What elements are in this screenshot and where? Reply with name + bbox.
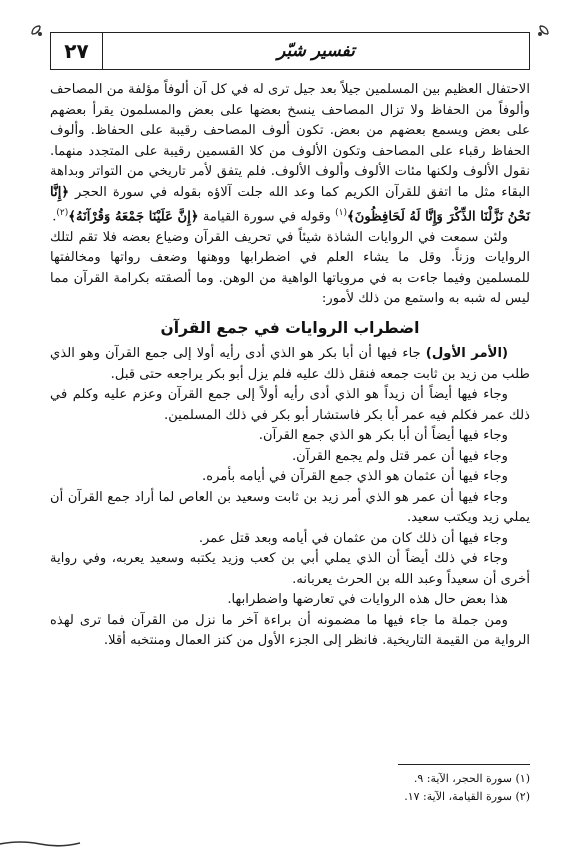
paragraph-text: وجاء فيها أن عثمان هو الذي جمع القرآن في أيامه بأمره.: [202, 469, 508, 485]
footnote-ref: (١): [335, 208, 347, 218]
running-title: تفسير شبّر: [277, 41, 355, 61]
quran-verse: ﴿إِنَّا نَحْنُ نَزَّلْنَا الذِّكْرَ وَإِنَّا لَهُ لَحَافِظُونَ﴾: [50, 184, 530, 225]
paragraph-text: ومن جملة ما جاء فيها ما مضمونه أن براءة آخر ما نزل من القرآن فما ترى لهذه الرواية من القيمة التاريخية. فانظر إلى الجزء الأول من كنز العمال ومنتخبه أقلا.: [50, 612, 530, 649]
corner-ornament-icon: [528, 22, 552, 46]
footnote-ref: (٢): [56, 208, 69, 218]
page-number: ٢٧: [51, 33, 103, 69]
lead-label: (الأمر الأول): [425, 346, 508, 362]
paragraph-text: وجاء فيها أيضاً أن زيداً هو الذي أدى رأيه أولاً إلى جمع القرآن وعزم عليه وكلم في ذلك عمر فكلم فيه عمر أبا بكر فاستشار أبو بكر في ذلك المسلمين.: [50, 387, 530, 423]
page-edge-line-icon: [0, 838, 577, 850]
paragraph-text: .: [52, 209, 57, 225]
paragraph-text: وجاء فيها أيضاً أن أبا بكر هو الذي جمع القرآن.: [258, 428, 508, 444]
footnote-item: (٢) سورة القيامة، الآية: ١٧.: [404, 790, 530, 803]
paragraph-text: ولئن سمعت في الروايات الشاذة شيئاً في تحريف القرآن وضياع بعضه فلا تقم لتلك الروايات وزناً. وقل ما يشاء العلم في اضطرابها ووهنها وضعف رواتها ومخالفتها للمسلمين وفيما جاءت به في مروياتها الواهية من الوهن. وما ألصقته بكرامة القرآن مما ليس له شبه به واستمع من ذلك لأمور:: [50, 229, 530, 307]
paragraph-text: وجاء فيها أن ذلك كان من عثمان في أيامه وبعد قتل عمر.: [198, 530, 508, 546]
footnotes: [50, 770, 530, 806]
paragraph-text: وجاء في ذلك أيضاً أن الذي يملي أبي بن كعب وزيد يكتبه وسعيد يعربه، وفي رواية أخرى أن سعيداً وعبد الله بن الحرث يعربانه.: [50, 551, 530, 587]
corner-ornament-icon: [28, 22, 52, 46]
quran-verse: ﴿إِنَّ عَلَيْنَا جَمْعَهُ وَقُرْآنَهُ﴾: [68, 209, 199, 225]
paragraph-text: الاحتفال العظيم بين المسلمين جيلاً بعد جيل ترى له في كل آن ألوفاً مؤلفة من المصاحف وألوفاً من الحفاظ ولا تزال المصاحف ينسخ بعضها على بعض والمسلمون يقرأ بعضهم على بعض ويسمع بعضهم من بعض. تكون ألوف المصاحف رقيبة على الحفاظ. وألوف الحفاظ رقباء على المصاحف وتكون الألوف من كلا القسمين رقيبة على المتجدد منهما. نقول الألوف ولكنها مئات الألوف وألوف الألوف. فلم يتفق لأمر تاريخي من التواتر وبداهة البقاء مثل ما اتفق للقرآن الكريم كما وعد الله جلت آلاؤه بقوله في سورة الحجر: [50, 82, 530, 200]
paragraph-intro: [50, 80, 530, 228]
page-body: [50, 80, 530, 652]
paragraph-text: هذا بعض حال هذه الروايات في تعارضها واضطرابها.: [227, 592, 508, 608]
paragraph-first-matter: [50, 344, 530, 385]
footnote-item: (١) سورة الحجر، الآية: ٩.: [413, 772, 530, 785]
paragraph-text: وقوله في سورة القيامة: [198, 209, 336, 225]
page-header: [50, 32, 530, 70]
section-heading: اضطراب الروايات في جمع القرآن: [160, 318, 420, 337]
paragraph-text: وجاء فيها أن عمر قتل ولم يجمع القرآن.: [291, 448, 508, 464]
paragraph-text: وجاء فيها أن عمر هو الذي أمر زيد بن ثابت وسعيد بن العاص لما أراد جمع القرآن أن يملي زيد ويكتب سعيد.: [50, 489, 530, 526]
footnote-divider: [398, 764, 530, 765]
paragraph-text: جاء فيها أن أبا بكر هو الذي أدى رأيه أولا إلى جمع القرآن وهو الذي طلب من زيد بن ثابت جمعه فنقل ذلك عليه فلم يزل أبو بكر يراجعه حتى قبل.: [50, 346, 530, 382]
